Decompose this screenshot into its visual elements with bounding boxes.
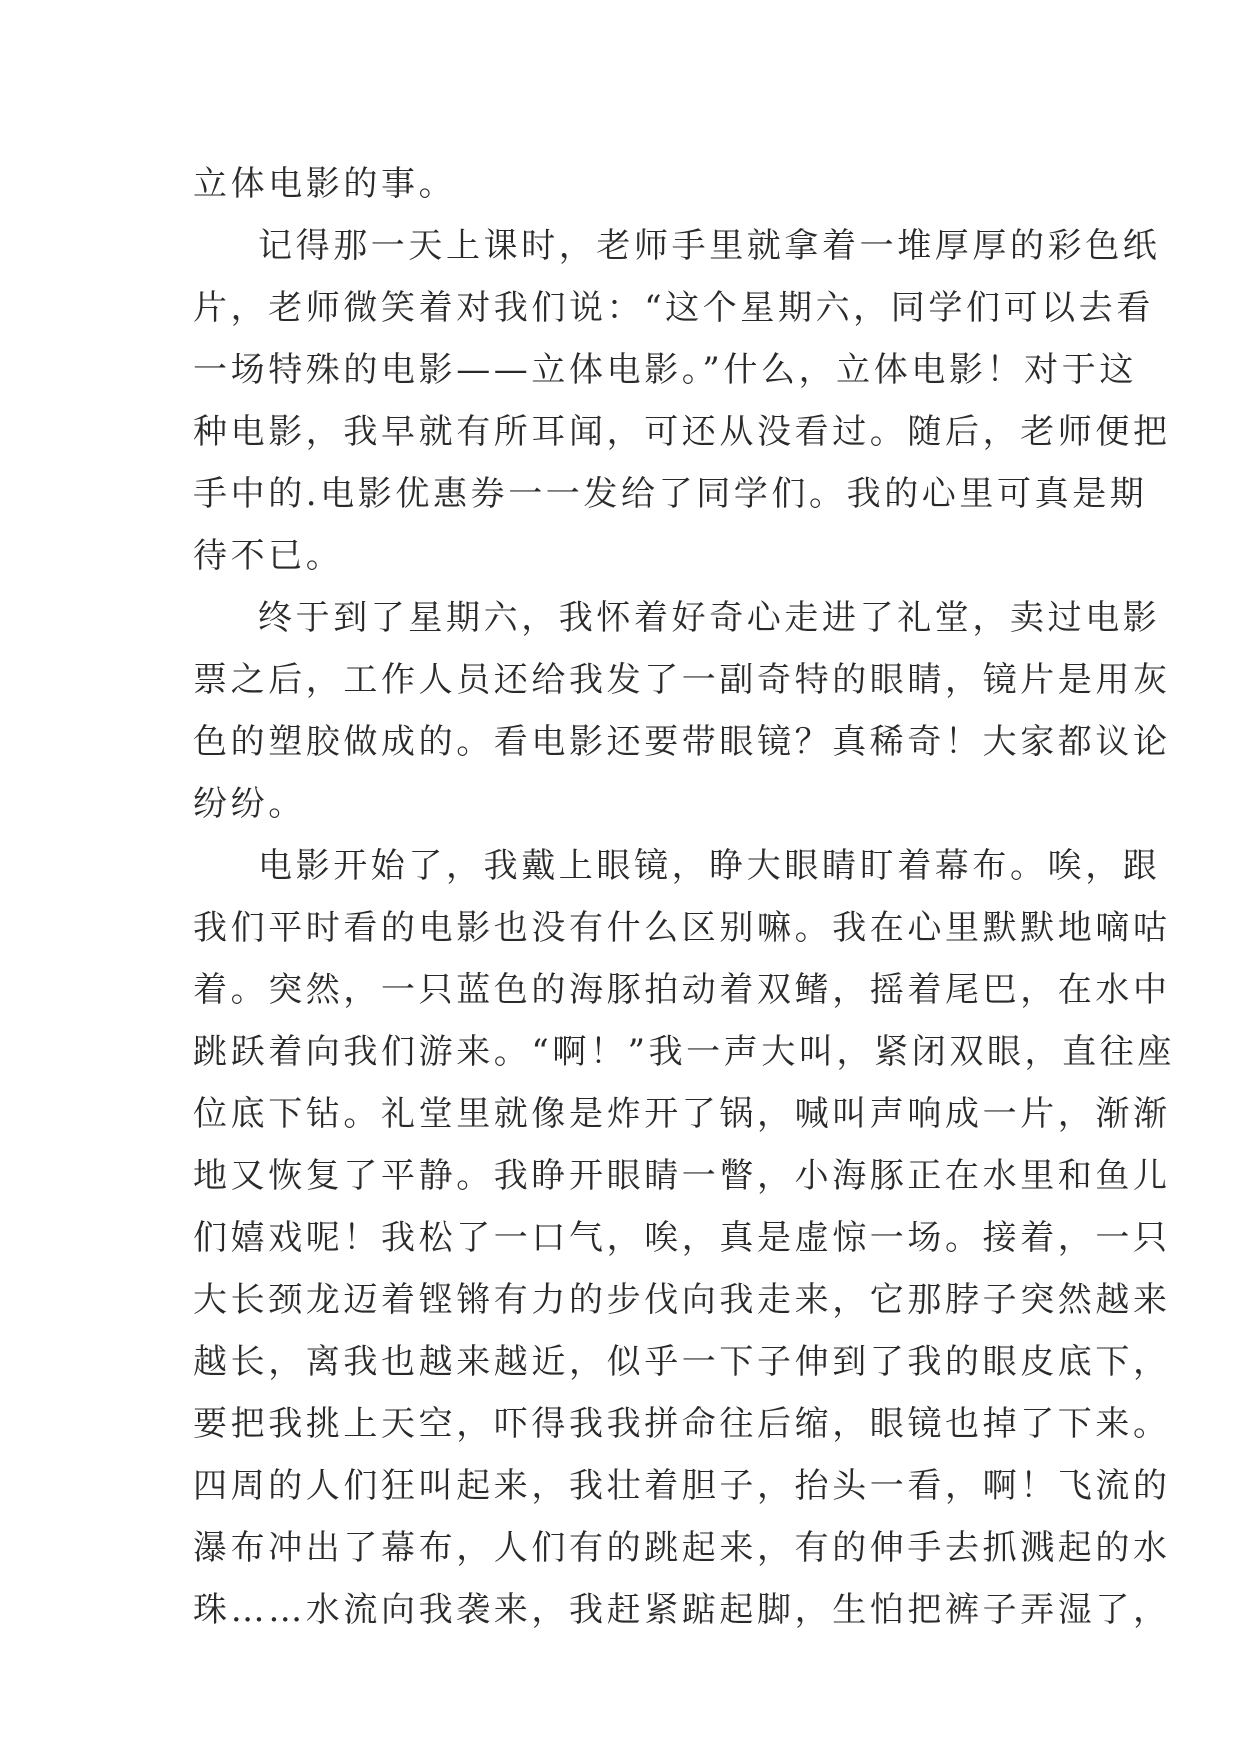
text-line: 四周的人们狂叫起来，我壮着胆子，抬头一看，啊！飞流的: [193, 1466, 1171, 1506]
paragraph: [193, 153, 1053, 215]
text-line: 片，老师微笑着对我们说：“这个星期六，同学们可以去看: [193, 288, 1154, 328]
text-line: 着。突然，一只蓝色的海豚拍动着双鳍，摇着尾巴，在水中: [193, 970, 1171, 1010]
body-text: [193, 153, 1175, 1641]
text-line: 瀑布冲出了幕布，人们有的跳起来，有的伸手去抓溅起的水: [193, 1528, 1171, 1568]
text-line: 我们平时看的电影也没有什么区别嘛。我在心里默默地嘀咕: [193, 908, 1171, 948]
paragraph: [193, 835, 1175, 1641]
text-line: 们嬉戏呢！我松了一口气，唉，真是虚惊一场。接着，一只: [193, 1218, 1171, 1258]
text-line: 位底下钻。礼堂里就像是炸开了锅，喊叫声响成一片，渐渐: [193, 1094, 1171, 1134]
text-line: 要把我挑上天空，吓得我我拼命往后缩，眼镜也掉了下来。: [193, 1404, 1171, 1444]
text-line: 种电影，我早就有所耳闻，可还从没看过。随后，老师便把: [193, 412, 1171, 452]
text-line: 跳跃着向我们游来。“啊！”我一声大叫，紧闭双眼，直往座: [193, 1032, 1175, 1072]
text-line: 地又恢复了平静。我睁开眼睛一瞥，小海豚正在水里和鱼儿: [193, 1156, 1171, 1196]
text-line: 手中的.电影优惠券一一发给了同学们。我的心里可真是期: [193, 474, 1148, 514]
text-line: 珠……水流向我袭来，我赶紧踮起脚，生怕把裤子弄湿了，: [193, 1590, 1171, 1630]
text-line: 待不已。: [193, 536, 344, 576]
text-line: 一场特殊的电影——立体电影。”什么，立体电影！对于这: [193, 350, 1137, 390]
text-line: 色的塑胶做成的。看电影还要带眼镜？真稀奇！大家都议论: [193, 722, 1171, 762]
text-line: 电影开始了，我戴上眼镜，睁大眼睛盯着幕布。唉，跟: [258, 846, 1161, 886]
text-line: 纷纷。: [193, 784, 306, 824]
text-line: 大长颈龙迈着铿锵有力的步伐向我走来，它那脖子突然越来: [193, 1280, 1171, 1320]
text-line: 立体电影的事。: [193, 164, 457, 204]
paragraph: [193, 587, 1171, 835]
paragraph: [193, 215, 1171, 587]
text-line: 票之后，工作人员还给我发了一副奇特的眼睛，镜片是用灰: [193, 660, 1171, 700]
text-line: 越长，离我也越来越近，似乎一下子伸到了我的眼皮底下，: [193, 1342, 1171, 1382]
text-line: 记得那一天上课时，老师手里就拿着一堆厚厚的彩色纸: [258, 226, 1161, 266]
text-line: 终于到了星期六，我怀着好奇心走进了礼堂，卖过电影: [258, 598, 1161, 638]
